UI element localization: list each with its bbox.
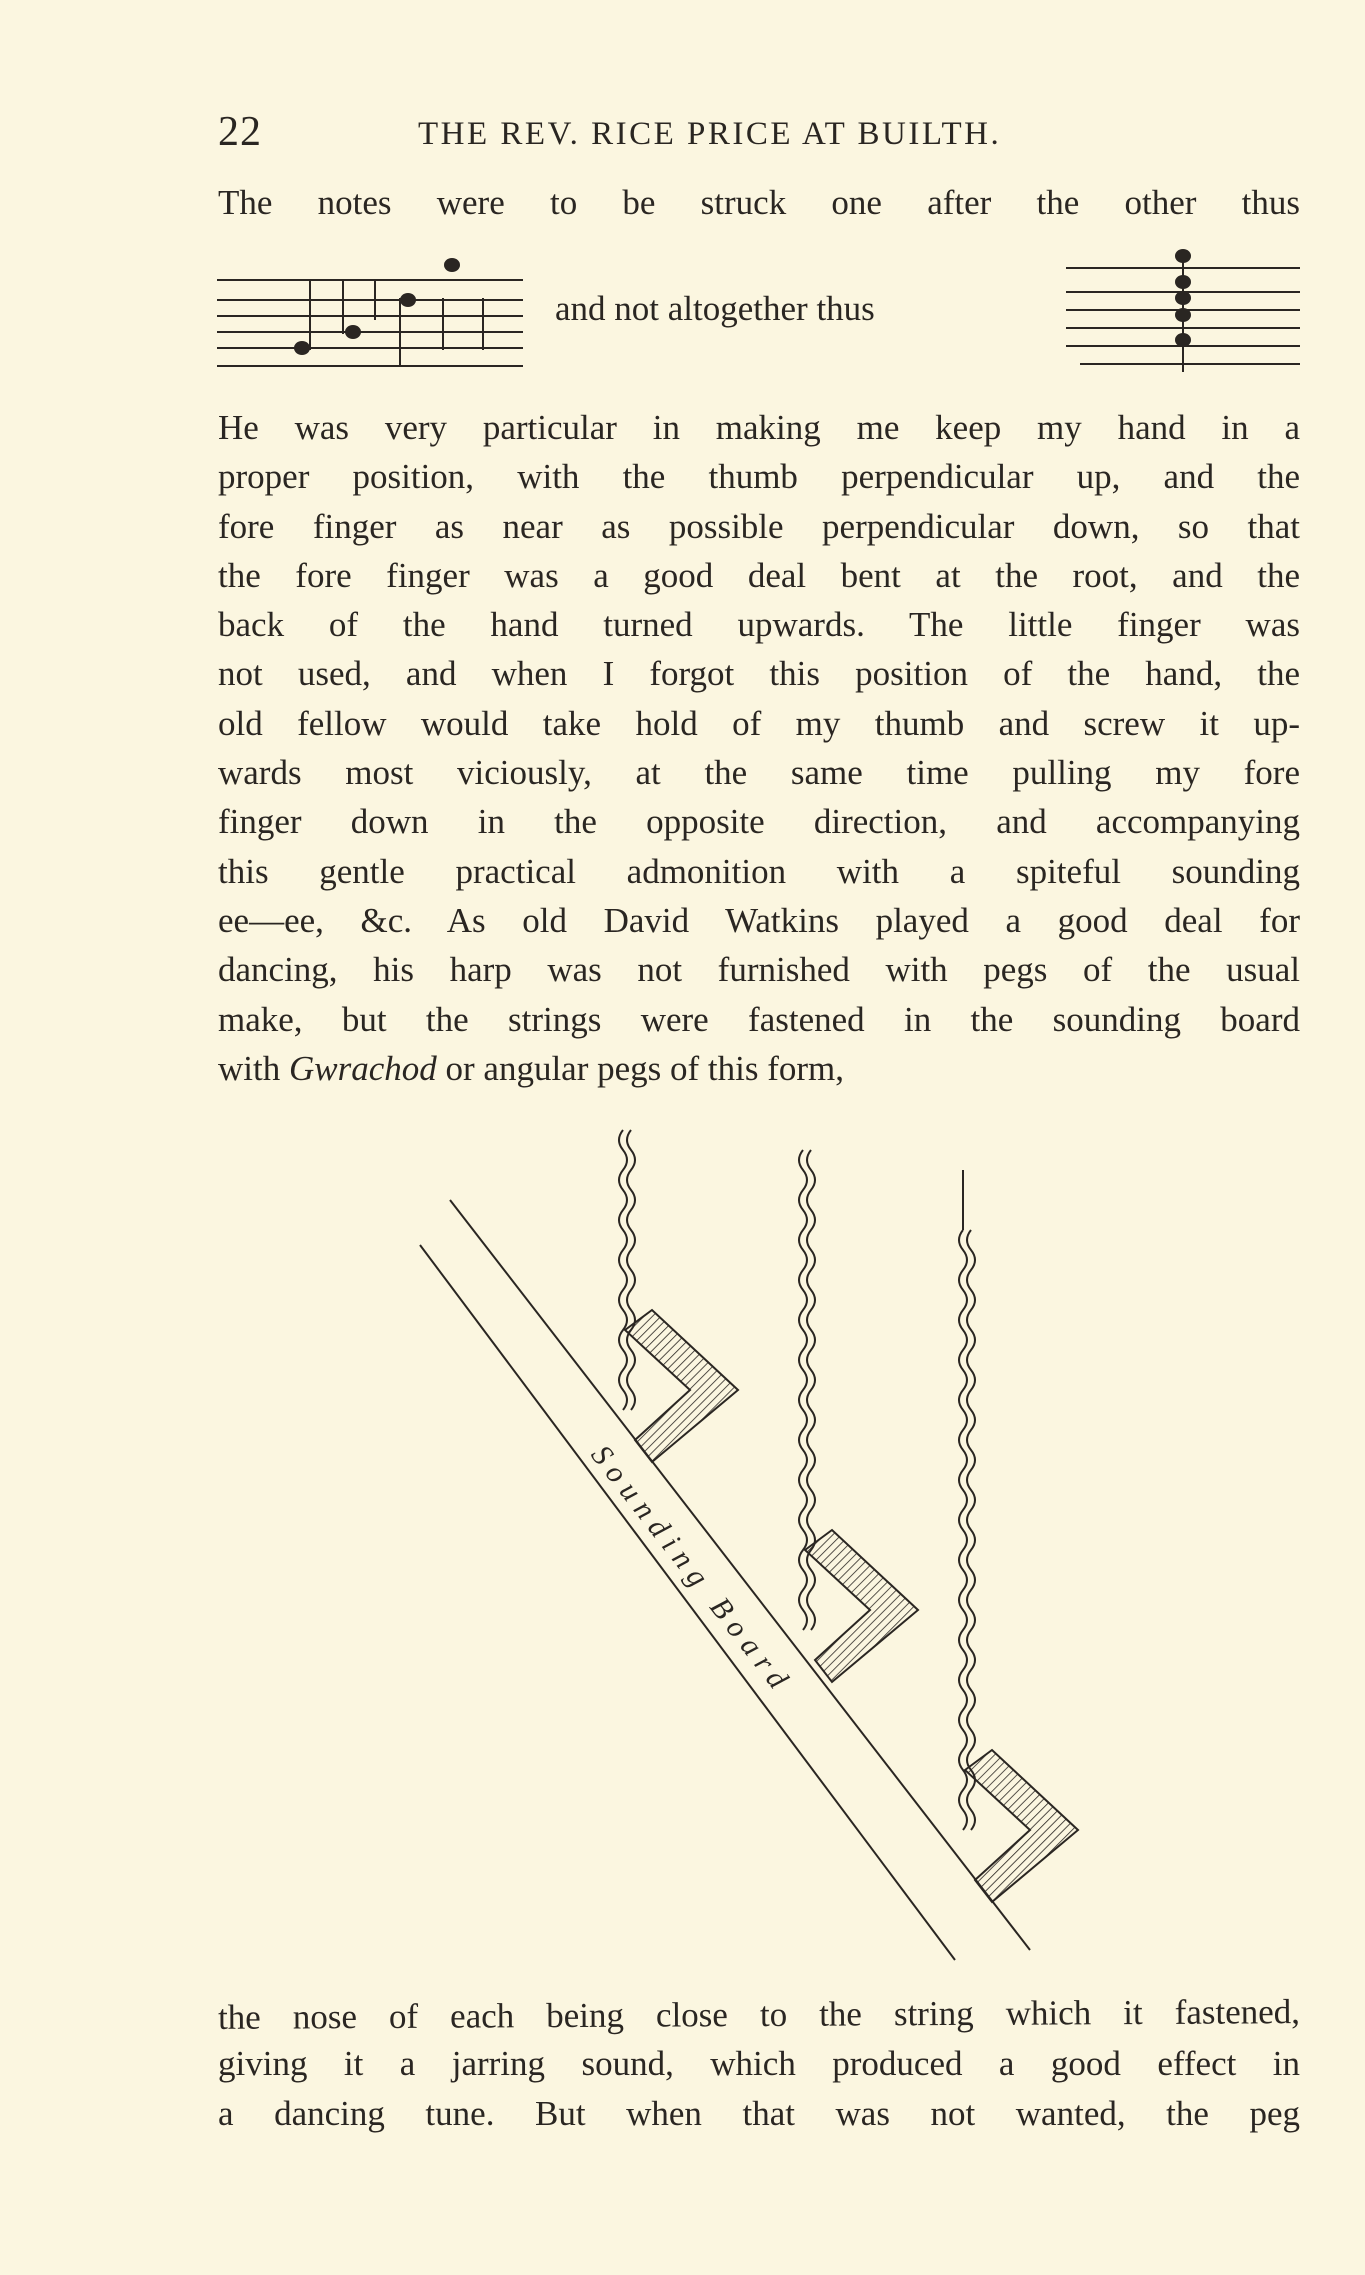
harp-string-3 — [959, 1170, 975, 1830]
page-number: 22 — [218, 109, 262, 155]
gwrachod-term: Gwrachod — [288, 1048, 437, 1088]
harp-peg-figure — [400, 1110, 1120, 1970]
sounding-board-label: Sounding Board — [584, 1438, 800, 1702]
paragraph-line: dancing, his harp was not furnished with pegs of the usual — [218, 950, 1300, 990]
paragraph-line: fore finger as near as possible perpendicular down, so that — [218, 506, 1300, 546]
paragraph-line: old fellow would take hold of my thumb and screw it up- — [218, 703, 1300, 743]
angular-peg-1 — [625, 1310, 738, 1462]
main-paragraph — [218, 403, 1300, 1093]
paragraph-line: He was very particular in making me keep my hand in a — [218, 408, 1300, 447]
paragraph-line: the fore finger was a good deal bent at the root, and the — [218, 555, 1300, 595]
intro-line: The notes were to be struck one after the other thus — [218, 183, 1300, 222]
intro-paragraph — [218, 178, 1300, 227]
running-head: THE REV. RICE PRICE AT BUILTH. — [418, 116, 1002, 152]
paragraph-line: finger down in the opposite direction, and accompanying — [218, 802, 1300, 842]
closing-line: a dancing tune. But when that was not wanted, the peg — [218, 2093, 1300, 2133]
paragraph-line: proper position, with the thumb perpendicular up, and the — [218, 457, 1300, 497]
angular-peg-3 — [965, 1750, 1078, 1902]
harp-string-1 — [619, 1130, 635, 1410]
paragraph-line: back of the hand turned upwards. The little finger was — [218, 605, 1300, 645]
angular-peg-2 — [805, 1530, 918, 1682]
closing-line: the nose of each being close to the string which it fastened, — [217, 1992, 1301, 2037]
paragraph-line: wards most viciously, at the same time pulling my fore — [218, 753, 1300, 793]
paragraph-last-line — [218, 1044, 1300, 1093]
paragraph-line: not used, and when I forgot this position of the hand, the — [218, 654, 1300, 694]
music-notation-sequential — [215, 250, 525, 385]
music-notation-chord — [1062, 240, 1304, 380]
paragraph-line: this gentle practical admonition with a spiteful sounding — [218, 851, 1300, 891]
closing-paragraph — [218, 1990, 1300, 2138]
closing-line: giving it a jarring sound, which produced a good effect in — [218, 2044, 1300, 2084]
last-line-after: or angular pegs of this form, — [436, 1048, 845, 1088]
last-line-before: with — [218, 1048, 289, 1088]
paragraph-line: make, but the strings were fastened in the sounding board — [218, 999, 1300, 1039]
page-header — [218, 108, 1298, 158]
sounding-board-line-upper — [450, 1200, 1030, 1950]
paragraph-line: ee—ee, &c. As old David Watkins played a good deal for — [218, 900, 1300, 940]
music-connector-text: and not altogether thus — [555, 289, 875, 328]
